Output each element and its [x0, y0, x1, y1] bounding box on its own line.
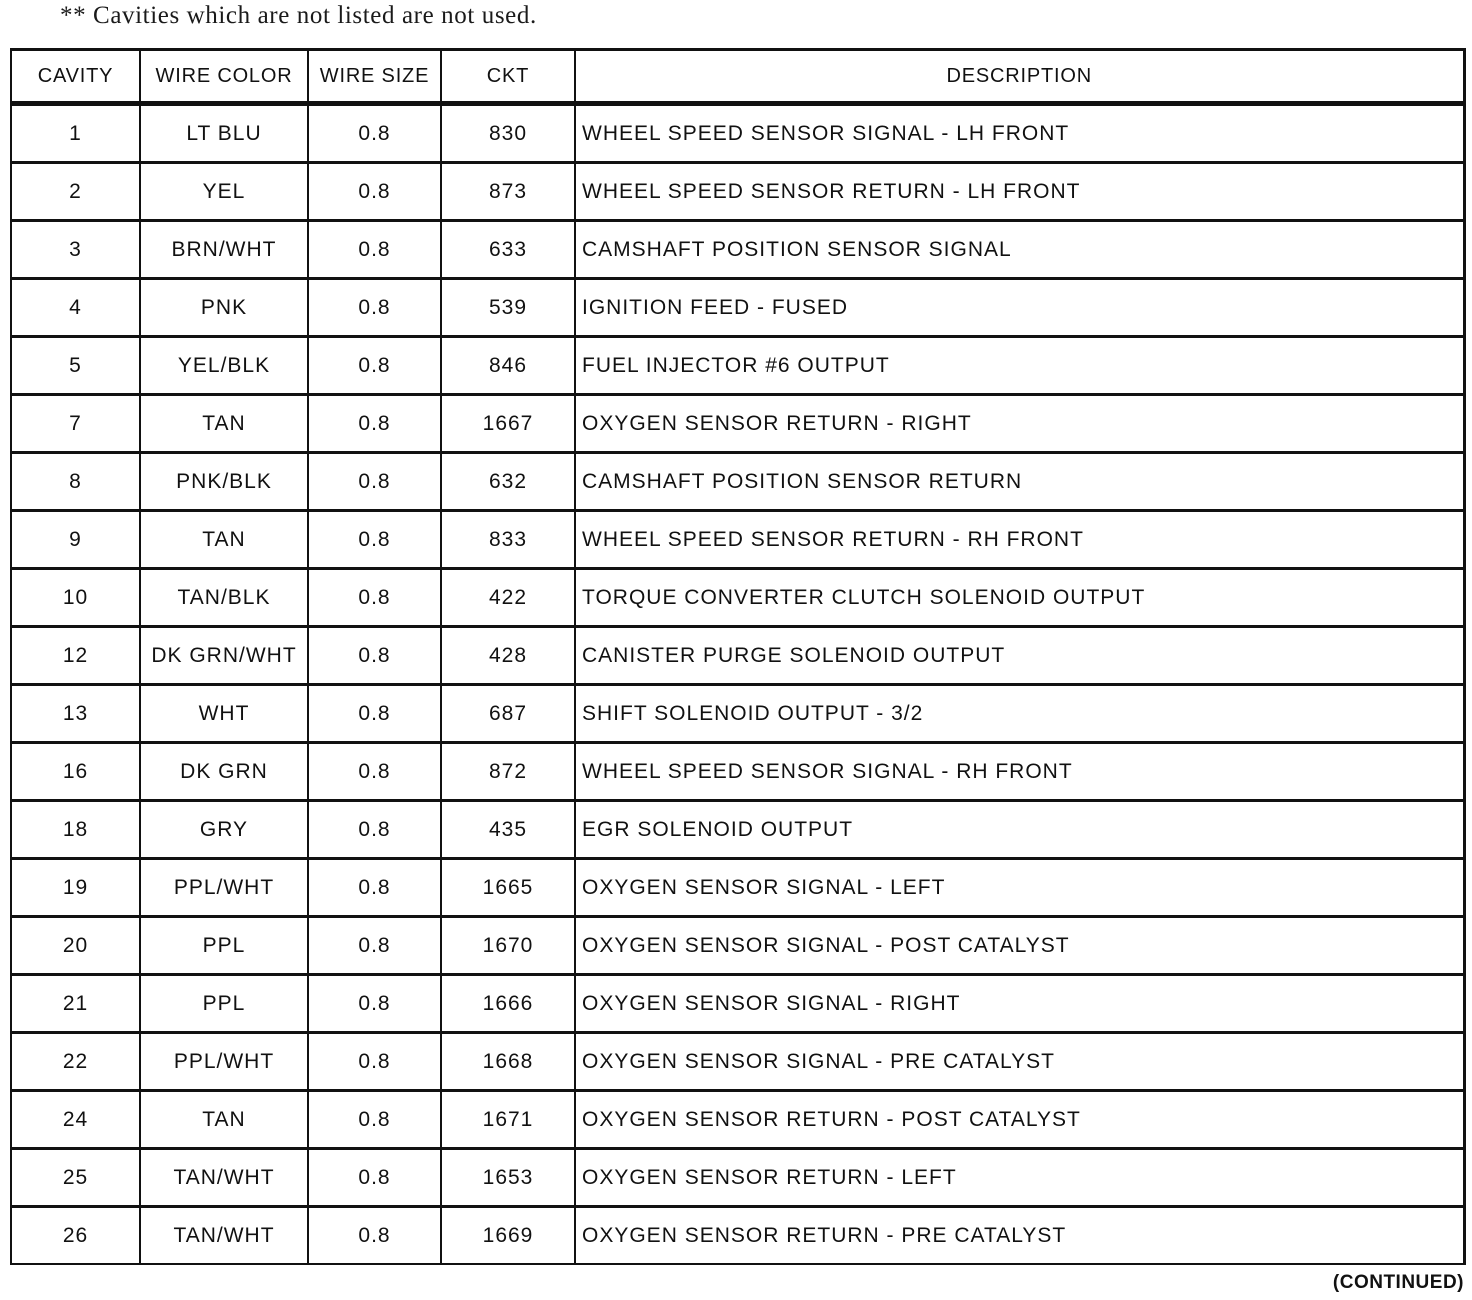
cell-description: FUEL INJECTOR #6 OUTPUT: [575, 337, 1464, 395]
cell-ckt: 873: [441, 163, 575, 221]
cell-wire-color: TAN: [140, 511, 308, 569]
table-row: [11, 279, 1464, 337]
cell-description: OXYGEN SENSOR SIGNAL - LEFT: [575, 859, 1464, 917]
table-body: [11, 104, 1464, 1265]
cell-description: TORQUE CONVERTER CLUTCH SOLENOID OUTPUT: [575, 569, 1464, 627]
cell-wire-size: 0.8: [308, 1149, 441, 1207]
table-row: [11, 1149, 1464, 1207]
cell-wire-color: PNK: [140, 279, 308, 337]
cell-wire-size: 0.8: [308, 1091, 441, 1149]
table-row: [11, 859, 1464, 917]
cell-wire-color: BRN/WHT: [140, 221, 308, 279]
cell-wire-size: 0.8: [308, 801, 441, 859]
cell-cavity: 21: [11, 975, 140, 1033]
cell-cavity: 22: [11, 1033, 140, 1091]
cell-ckt: 846: [441, 337, 575, 395]
cell-cavity: 24: [11, 1091, 140, 1149]
cell-ckt: 1653: [441, 1149, 575, 1207]
cell-wire-color: TAN/BLK: [140, 569, 308, 627]
cell-description: IGNITION FEED - FUSED: [575, 279, 1464, 337]
cell-description: WHEEL SPEED SENSOR RETURN - RH FRONT: [575, 511, 1464, 569]
table-row: [11, 1091, 1464, 1149]
cell-description: OXYGEN SENSOR SIGNAL - PRE CATALYST: [575, 1033, 1464, 1091]
cell-wire-size: 0.8: [308, 1207, 441, 1265]
cell-wire-color: PPL: [140, 917, 308, 975]
cell-wire-size: 0.8: [308, 859, 441, 917]
cell-cavity: 4: [11, 279, 140, 337]
cell-ckt: 1671: [441, 1091, 575, 1149]
cell-description: OXYGEN SENSOR RETURN - RIGHT: [575, 395, 1464, 453]
cell-wire-color: GRY: [140, 801, 308, 859]
cell-cavity: 16: [11, 743, 140, 801]
table-row: [11, 627, 1464, 685]
table-header: [11, 50, 1464, 104]
cell-cavity: 8: [11, 453, 140, 511]
table-row: [11, 1207, 1464, 1265]
cell-ckt: 1670: [441, 917, 575, 975]
cell-wire-size: 0.8: [308, 395, 441, 453]
cell-wire-color: WHT: [140, 685, 308, 743]
cell-ckt: 1669: [441, 1207, 575, 1265]
cell-wire-size: 0.8: [308, 337, 441, 395]
cell-cavity: 12: [11, 627, 140, 685]
table-row: [11, 453, 1464, 511]
cell-wire-size: 0.8: [308, 569, 441, 627]
cell-description: CANISTER PURGE SOLENOID OUTPUT: [575, 627, 1464, 685]
cell-cavity: 5: [11, 337, 140, 395]
cell-ckt: 687: [441, 685, 575, 743]
table-row: [11, 743, 1464, 801]
cell-cavity: 9: [11, 511, 140, 569]
cell-wire-size: 0.8: [308, 685, 441, 743]
cell-wire-color: TAN/WHT: [140, 1207, 308, 1265]
cell-wire-size: 0.8: [308, 511, 441, 569]
table-row: [11, 221, 1464, 279]
cell-ckt: 633: [441, 221, 575, 279]
cell-wire-color: TAN/WHT: [140, 1149, 308, 1207]
cell-description: WHEEL SPEED SENSOR SIGNAL - RH FRONT: [575, 743, 1464, 801]
table-row: [11, 395, 1464, 453]
header-row: [11, 50, 1464, 104]
cell-description: OXYGEN SENSOR SIGNAL - POST CATALYST: [575, 917, 1464, 975]
header-wire-color: WIRE COLOR: [140, 50, 308, 104]
cell-wire-color: YEL/BLK: [140, 337, 308, 395]
cell-wire-color: TAN: [140, 1091, 308, 1149]
cell-wire-color: DK GRN/WHT: [140, 627, 308, 685]
cell-wire-color: YEL: [140, 163, 308, 221]
cell-wire-size: 0.8: [308, 1033, 441, 1091]
cell-description: CAMSHAFT POSITION SENSOR SIGNAL: [575, 221, 1464, 279]
header-description: DESCRIPTION: [575, 50, 1464, 104]
cell-ckt: 833: [441, 511, 575, 569]
cell-description: WHEEL SPEED SENSOR SIGNAL - LH FRONT: [575, 104, 1464, 163]
cell-ckt: 1667: [441, 395, 575, 453]
header-ckt: CKT: [441, 50, 575, 104]
cell-description: OXYGEN SENSOR RETURN - LEFT: [575, 1149, 1464, 1207]
cell-wire-size: 0.8: [308, 163, 441, 221]
cell-wire-size: 0.8: [308, 627, 441, 685]
cell-description: OXYGEN SENSOR RETURN - POST CATALYST: [575, 1091, 1464, 1149]
cell-description: EGR SOLENOID OUTPUT: [575, 801, 1464, 859]
cell-wire-size: 0.8: [308, 453, 441, 511]
cell-cavity: 25: [11, 1149, 140, 1207]
continued-label: (CONTINUED): [1332, 1272, 1464, 1293]
table-row: [11, 917, 1464, 975]
cell-ckt: 872: [441, 743, 575, 801]
cell-wire-color: LT BLU: [140, 104, 308, 163]
cell-description: OXYGEN SENSOR SIGNAL - RIGHT: [575, 975, 1464, 1033]
cell-wire-size: 0.8: [308, 279, 441, 337]
cell-cavity: 19: [11, 859, 140, 917]
cell-ckt: 435: [441, 801, 575, 859]
cell-cavity: 7: [11, 395, 140, 453]
table-row: [11, 975, 1464, 1033]
table-row: [11, 337, 1464, 395]
cell-ckt: 428: [441, 627, 575, 685]
cell-cavity: 13: [11, 685, 140, 743]
cell-ckt: 830: [441, 104, 575, 163]
cell-ckt: 632: [441, 453, 575, 511]
cell-wire-color: PPL/WHT: [140, 1033, 308, 1091]
table-row: [11, 1033, 1464, 1091]
cell-wire-size: 0.8: [308, 975, 441, 1033]
table-row: [11, 104, 1464, 163]
table-row: [11, 163, 1464, 221]
table-row: [11, 569, 1464, 627]
cell-ckt: 1665: [441, 859, 575, 917]
cell-wire-color: TAN: [140, 395, 308, 453]
cell-wire-color: PNK/BLK: [140, 453, 308, 511]
cell-wire-color: PPL: [140, 975, 308, 1033]
header-wire-size: WIRE SIZE: [308, 50, 441, 104]
unused-cavities-note: ** Cavities which are not listed are not used.: [60, 2, 537, 29]
cell-wire-size: 0.8: [308, 221, 441, 279]
cell-ckt: 1666: [441, 975, 575, 1033]
cell-description: WHEEL SPEED SENSOR RETURN - LH FRONT: [575, 163, 1464, 221]
cell-cavity: 3: [11, 221, 140, 279]
cell-wire-size: 0.8: [308, 743, 441, 801]
table-row: [11, 685, 1464, 743]
table-row: [11, 511, 1464, 569]
connector-pinout-table: [10, 48, 1466, 1265]
cell-cavity: 20: [11, 917, 140, 975]
header-cavity: CAVITY: [11, 50, 140, 104]
cell-ckt: 422: [441, 569, 575, 627]
cell-description: CAMSHAFT POSITION SENSOR RETURN: [575, 453, 1464, 511]
cell-cavity: 2: [11, 163, 140, 221]
cell-wire-color: DK GRN: [140, 743, 308, 801]
cell-ckt: 1668: [441, 1033, 575, 1091]
cell-description: SHIFT SOLENOID OUTPUT - 3/2: [575, 685, 1464, 743]
cell-wire-size: 0.8: [308, 104, 441, 163]
table-row: [11, 801, 1464, 859]
cell-ckt: 539: [441, 279, 575, 337]
cell-cavity: 1: [11, 104, 140, 163]
cell-cavity: 18: [11, 801, 140, 859]
cell-cavity: 10: [11, 569, 140, 627]
cell-wire-color: PPL/WHT: [140, 859, 308, 917]
cell-wire-size: 0.8: [308, 917, 441, 975]
cell-cavity: 26: [11, 1207, 140, 1265]
cell-description: OXYGEN SENSOR RETURN - PRE CATALYST: [575, 1207, 1464, 1265]
